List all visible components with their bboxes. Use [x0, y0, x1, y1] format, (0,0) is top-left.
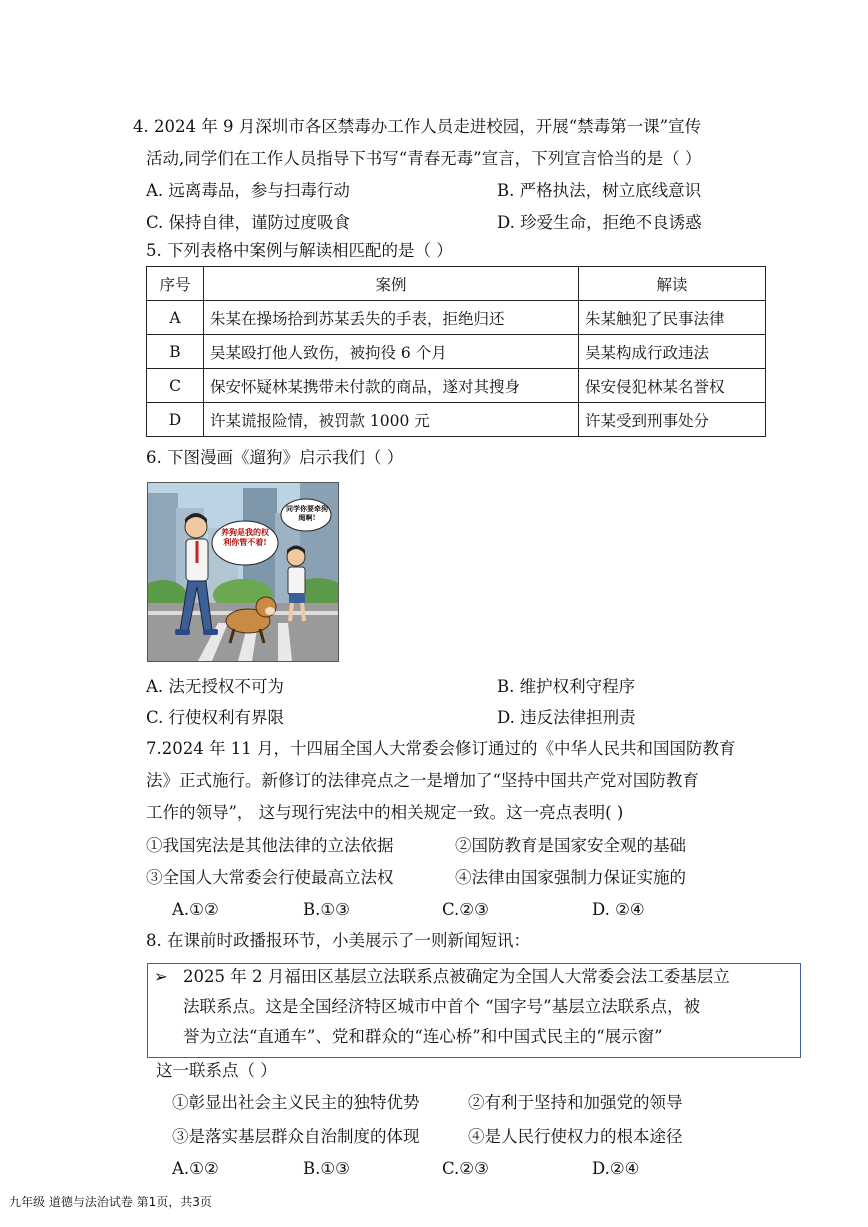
row-interpretation: 保安侵犯林某名誉权 — [579, 369, 766, 403]
news-box — [147, 963, 801, 1058]
row-case: 吴某殴打他人致伤，被拘役 6 个月 — [204, 335, 579, 369]
q4-option-c: C. 保持自律，谨防过度吸食 — [146, 213, 351, 232]
news-line3: 誉为立法“直通车”、党和群众的“连心桥”和中国式民主的“展示窗” — [183, 1027, 663, 1046]
q5-stem: 5. 下列表格中案例与解读相匹配的是（ ） — [146, 241, 453, 260]
q7-option-b: B.①③ — [303, 900, 350, 919]
q6-option-b: B. 维护权利守程序 — [497, 677, 636, 696]
q8-option-a: A.①② — [172, 1159, 219, 1178]
q7-statement-1: ①我国宪法是其他法律的立法依据 — [146, 836, 394, 855]
q7-statement-2: ②国防教育是国家安全观的基础 — [455, 836, 686, 855]
row-interpretation: 吴某构成行政违法 — [579, 335, 766, 369]
q6-option-d: D. 违反法律担刑责 — [497, 708, 636, 727]
q8-stem: 8. 在课前时政播报环节，小美展示了一则新闻短讯： — [146, 931, 530, 950]
dog-walking-cartoon — [147, 482, 339, 662]
speech-bubble-left: 养狗是我的权利你管不着! — [221, 527, 269, 547]
q4-option-a: A. 远离毒品，参与扫毒行动 — [146, 181, 350, 200]
q4-stem-line2: 活动,同学们在工作人员指导下书写“青春无毒”宣言，下列宣言恰当的是（ ） — [146, 149, 702, 168]
q8-option-c: C.②③ — [442, 1159, 489, 1178]
q8-option-d: D.②④ — [592, 1159, 640, 1178]
q7-statement-3: ③全国人大常委会行使最高立法权 — [146, 868, 394, 887]
cases-table — [146, 266, 766, 437]
row-case: 朱某在操场拾到苏某丢失的手表，拒绝归还 — [204, 301, 579, 335]
row-interpretation: 许某受到刑事处分 — [579, 403, 766, 437]
q4-option-b: B. 严格执法，树立底线意识 — [497, 181, 702, 200]
header-index: 序号 — [147, 267, 204, 301]
row-index: B — [147, 335, 204, 369]
row-interpretation: 朱某触犯了民事法律 — [579, 301, 766, 335]
q8-statement-2: ②有利于坚持和加强党的领导 — [468, 1093, 683, 1112]
q8-statement-3: ③是落实基层群众自治制度的体现 — [172, 1127, 420, 1146]
table-header-row — [147, 267, 766, 301]
row-index: A — [147, 301, 204, 335]
q6-option-c: C. 行使权利有界限 — [146, 708, 285, 727]
q7-option-d: D. ②④ — [592, 900, 645, 919]
q8-after-news: 这一联系点（ ） — [156, 1061, 277, 1080]
row-case: 许某谎报险情，被罚款 1000 元 — [204, 403, 579, 437]
q8-statement-1: ①彰显出社会主义民主的独特优势 — [172, 1093, 420, 1112]
q4-stem-line1: 4. 2024 年 9 月深圳市各区禁毒办工作人员走进校园，开展“禁毒第一课”宣传 — [133, 117, 702, 136]
q8-statement-4: ④是人民行使权力的根本途径 — [468, 1127, 683, 1146]
page-footer: 九年级 道德与法治试卷 第1页，共3页 — [9, 1195, 212, 1209]
q7-option-c: C.②③ — [442, 900, 489, 919]
news-line1: 2025 年 2 月福田区基层立法联系点被确定为全国人大常委会法工委基层立 — [183, 967, 730, 986]
speech-bubble-right: 同学你要牵狗绳啊! — [286, 504, 328, 522]
table-row — [147, 301, 766, 335]
q7-stem-line1: 7.2024 年 11 月，十四届全国人大常委会修订通过的《中华人民共和国国防教育 — [146, 739, 736, 758]
q8-option-b: B.①③ — [303, 1159, 350, 1178]
q4-option-d: D. 珍爱生命，拒绝不良诱惑 — [497, 213, 702, 232]
q7-stem-line2: 法》正式施行。新修订的法律亮点之一是增加了“坚持中国共产党对国防教育 — [146, 771, 699, 790]
header-case: 案例 — [204, 267, 579, 301]
header-interpretation: 解读 — [579, 267, 766, 301]
q6-stem: 6. 下图漫画《遛狗》启示我们（ ） — [146, 448, 404, 467]
table-row — [147, 335, 766, 369]
news-line2: 法联系点。这是全国经济特区城市中首个 “国字号”基层立法联系点，被 — [183, 997, 701, 1016]
table-row — [147, 369, 766, 403]
row-index: C — [147, 369, 204, 403]
q7-statement-4: ④法律由国家强制力保证实施的 — [455, 868, 686, 887]
row-case: 保安怀疑林某携带未付款的商品，遂对其搜身 — [204, 369, 579, 403]
q7-stem-line3: 工作的领导”， 这与现行宪法中的相关规定一致。这一亮点表明( ) — [146, 803, 624, 822]
bullet-arrow-icon: ➢ — [154, 967, 168, 986]
table-row — [147, 403, 766, 437]
q6-option-a: A. 法无授权不可为 — [146, 677, 284, 696]
q7-option-a: A.①② — [172, 900, 219, 919]
row-index: D — [147, 403, 204, 437]
